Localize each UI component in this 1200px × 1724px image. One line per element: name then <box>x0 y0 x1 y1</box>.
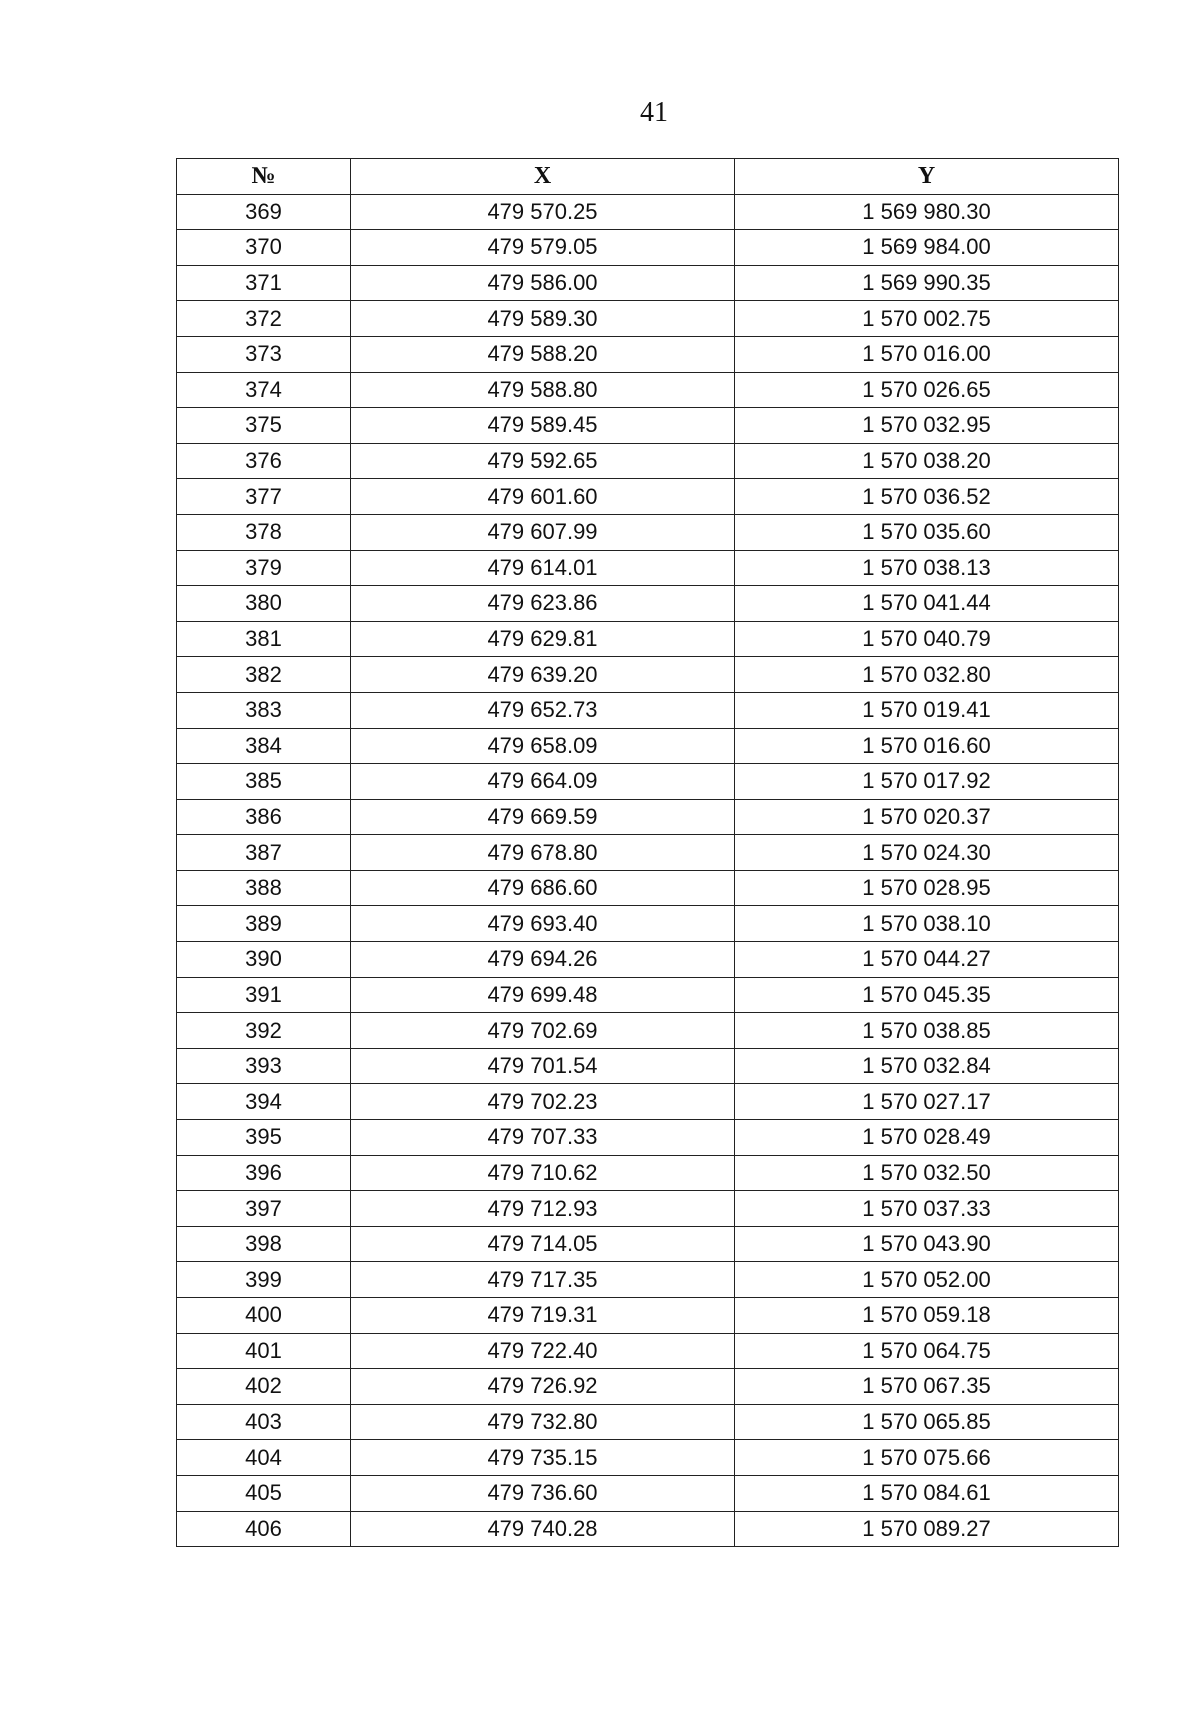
cell-y: 1 570 016.60 <box>735 728 1119 764</box>
cell-number: 399 <box>177 1262 351 1298</box>
cell-x: 479 588.20 <box>351 336 735 372</box>
cell-x: 479 719.31 <box>351 1298 735 1334</box>
cell-x: 479 701.54 <box>351 1048 735 1084</box>
cell-x: 479 570.25 <box>351 194 735 230</box>
cell-number: 390 <box>177 942 351 978</box>
cell-number: 388 <box>177 870 351 906</box>
table-row <box>177 1191 1119 1227</box>
table-row <box>177 870 1119 906</box>
cell-number: 377 <box>177 479 351 515</box>
table-row <box>177 408 1119 444</box>
cell-y: 1 570 067.35 <box>735 1369 1119 1405</box>
table-row <box>177 550 1119 586</box>
table-header <box>177 159 1119 195</box>
cell-number: 372 <box>177 301 351 337</box>
table-row <box>177 799 1119 835</box>
table-row <box>177 1475 1119 1511</box>
cell-y: 1 570 045.35 <box>735 977 1119 1013</box>
table-row <box>177 586 1119 622</box>
cell-y: 1 570 020.37 <box>735 799 1119 835</box>
cell-x: 479 652.73 <box>351 692 735 728</box>
cell-number: 405 <box>177 1475 351 1511</box>
header-x: X <box>351 159 735 195</box>
cell-number: 394 <box>177 1084 351 1120</box>
table-row <box>177 443 1119 479</box>
cell-number: 376 <box>177 443 351 479</box>
cell-x: 479 623.86 <box>351 586 735 622</box>
cell-x: 479 702.23 <box>351 1084 735 1120</box>
table-row <box>177 230 1119 266</box>
cell-y: 1 570 038.85 <box>735 1013 1119 1049</box>
table-row <box>177 1440 1119 1476</box>
cell-x: 479 614.01 <box>351 550 735 586</box>
cell-x: 479 586.00 <box>351 265 735 301</box>
cell-x: 479 714.05 <box>351 1226 735 1262</box>
cell-number: 400 <box>177 1298 351 1334</box>
cell-x: 479 717.35 <box>351 1262 735 1298</box>
cell-y: 1 570 026.65 <box>735 372 1119 408</box>
cell-x: 479 736.60 <box>351 1475 735 1511</box>
cell-y: 1 570 065.85 <box>735 1404 1119 1440</box>
cell-number: 385 <box>177 764 351 800</box>
cell-y: 1 570 041.44 <box>735 586 1119 622</box>
cell-y: 1 570 032.50 <box>735 1155 1119 1191</box>
cell-number: 392 <box>177 1013 351 1049</box>
cell-y: 1 570 027.17 <box>735 1084 1119 1120</box>
table-row <box>177 1084 1119 1120</box>
table-row <box>177 1155 1119 1191</box>
cell-number: 398 <box>177 1226 351 1262</box>
cell-number: 382 <box>177 657 351 693</box>
table-row <box>177 621 1119 657</box>
table-row <box>177 942 1119 978</box>
cell-number: 383 <box>177 692 351 728</box>
cell-number: 380 <box>177 586 351 622</box>
cell-number: 391 <box>177 977 351 1013</box>
cell-number: 386 <box>177 799 351 835</box>
cell-number: 379 <box>177 550 351 586</box>
cell-y: 1 570 028.95 <box>735 870 1119 906</box>
cell-x: 479 669.59 <box>351 799 735 835</box>
table-row <box>177 657 1119 693</box>
cell-x: 479 607.99 <box>351 514 735 550</box>
cell-x: 479 579.05 <box>351 230 735 266</box>
table-row <box>177 835 1119 871</box>
cell-y: 1 570 032.84 <box>735 1048 1119 1084</box>
cell-x: 479 740.28 <box>351 1511 735 1547</box>
table-row <box>177 1048 1119 1084</box>
cell-y: 1 570 036.52 <box>735 479 1119 515</box>
cell-x: 479 726.92 <box>351 1369 735 1405</box>
cell-y: 1 570 064.75 <box>735 1333 1119 1369</box>
table-row <box>177 1226 1119 1262</box>
cell-x: 479 699.48 <box>351 977 735 1013</box>
cell-number: 404 <box>177 1440 351 1476</box>
cell-number: 387 <box>177 835 351 871</box>
cell-x: 479 592.65 <box>351 443 735 479</box>
cell-y: 1 570 032.80 <box>735 657 1119 693</box>
table-row <box>177 977 1119 1013</box>
cell-y: 1 570 032.95 <box>735 408 1119 444</box>
cell-number: 395 <box>177 1120 351 1156</box>
cell-y: 1 570 017.92 <box>735 764 1119 800</box>
cell-x: 479 658.09 <box>351 728 735 764</box>
cell-y: 1 570 038.10 <box>735 906 1119 942</box>
cell-x: 479 712.93 <box>351 1191 735 1227</box>
cell-number: 396 <box>177 1155 351 1191</box>
cell-x: 479 710.62 <box>351 1155 735 1191</box>
cell-number: 371 <box>177 265 351 301</box>
table-row <box>177 764 1119 800</box>
cell-number: 393 <box>177 1048 351 1084</box>
header-y: Y <box>735 159 1119 195</box>
table-row <box>177 336 1119 372</box>
cell-number: 369 <box>177 194 351 230</box>
cell-y: 1 570 002.75 <box>735 301 1119 337</box>
cell-y: 1 570 016.00 <box>735 336 1119 372</box>
table-row <box>177 479 1119 515</box>
table-row <box>177 372 1119 408</box>
cell-x: 479 589.45 <box>351 408 735 444</box>
table-row <box>177 1369 1119 1405</box>
cell-x: 479 664.09 <box>351 764 735 800</box>
cell-number: 397 <box>177 1191 351 1227</box>
cell-y: 1 570 052.00 <box>735 1262 1119 1298</box>
cell-x: 479 589.30 <box>351 301 735 337</box>
cell-x: 479 693.40 <box>351 906 735 942</box>
table-row <box>177 1511 1119 1547</box>
cell-x: 479 639.20 <box>351 657 735 693</box>
cell-y: 1 570 019.41 <box>735 692 1119 728</box>
cell-y: 1 570 084.61 <box>735 1475 1119 1511</box>
table-row <box>177 265 1119 301</box>
cell-x: 479 686.60 <box>351 870 735 906</box>
cell-number: 389 <box>177 906 351 942</box>
cell-x: 479 588.80 <box>351 372 735 408</box>
cell-y: 1 570 037.33 <box>735 1191 1119 1227</box>
cell-number: 375 <box>177 408 351 444</box>
table-row <box>177 692 1119 728</box>
cell-number: 378 <box>177 514 351 550</box>
cell-y: 1 570 038.13 <box>735 550 1119 586</box>
cell-y: 1 570 089.27 <box>735 1511 1119 1547</box>
table-row <box>177 1013 1119 1049</box>
cell-number: 401 <box>177 1333 351 1369</box>
page-number: 41 <box>640 97 668 128</box>
cell-y: 1 570 028.49 <box>735 1120 1119 1156</box>
table-row <box>177 1298 1119 1334</box>
cell-y: 1 570 075.66 <box>735 1440 1119 1476</box>
table-row <box>177 1262 1119 1298</box>
header-number: № <box>177 159 351 195</box>
cell-number: 381 <box>177 621 351 657</box>
cell-x: 479 702.69 <box>351 1013 735 1049</box>
cell-x: 479 732.80 <box>351 1404 735 1440</box>
table-body <box>177 194 1119 1547</box>
cell-y: 1 570 035.60 <box>735 514 1119 550</box>
table-row <box>177 1120 1119 1156</box>
cell-x: 479 629.81 <box>351 621 735 657</box>
cell-x: 479 707.33 <box>351 1120 735 1156</box>
cell-y: 1 569 980.30 <box>735 194 1119 230</box>
header-row <box>177 159 1119 195</box>
cell-y: 1 569 984.00 <box>735 230 1119 266</box>
cell-x: 479 678.80 <box>351 835 735 871</box>
cell-x: 479 601.60 <box>351 479 735 515</box>
cell-y: 1 569 990.35 <box>735 265 1119 301</box>
cell-number: 403 <box>177 1404 351 1440</box>
cell-x: 479 735.15 <box>351 1440 735 1476</box>
cell-y: 1 570 024.30 <box>735 835 1119 871</box>
cell-y: 1 570 043.90 <box>735 1226 1119 1262</box>
table-row <box>177 301 1119 337</box>
coordinates-table <box>176 158 1119 1547</box>
cell-number: 406 <box>177 1511 351 1547</box>
cell-y: 1 570 038.20 <box>735 443 1119 479</box>
cell-number: 402 <box>177 1369 351 1405</box>
table-row <box>177 906 1119 942</box>
table-row <box>177 514 1119 550</box>
table-row <box>177 1404 1119 1440</box>
table-row <box>177 1333 1119 1369</box>
cell-number: 384 <box>177 728 351 764</box>
table-row <box>177 194 1119 230</box>
cell-number: 370 <box>177 230 351 266</box>
cell-y: 1 570 059.18 <box>735 1298 1119 1334</box>
cell-y: 1 570 044.27 <box>735 942 1119 978</box>
cell-number: 374 <box>177 372 351 408</box>
cell-number: 373 <box>177 336 351 372</box>
cell-x: 479 694.26 <box>351 942 735 978</box>
cell-x: 479 722.40 <box>351 1333 735 1369</box>
cell-y: 1 570 040.79 <box>735 621 1119 657</box>
table-row <box>177 728 1119 764</box>
